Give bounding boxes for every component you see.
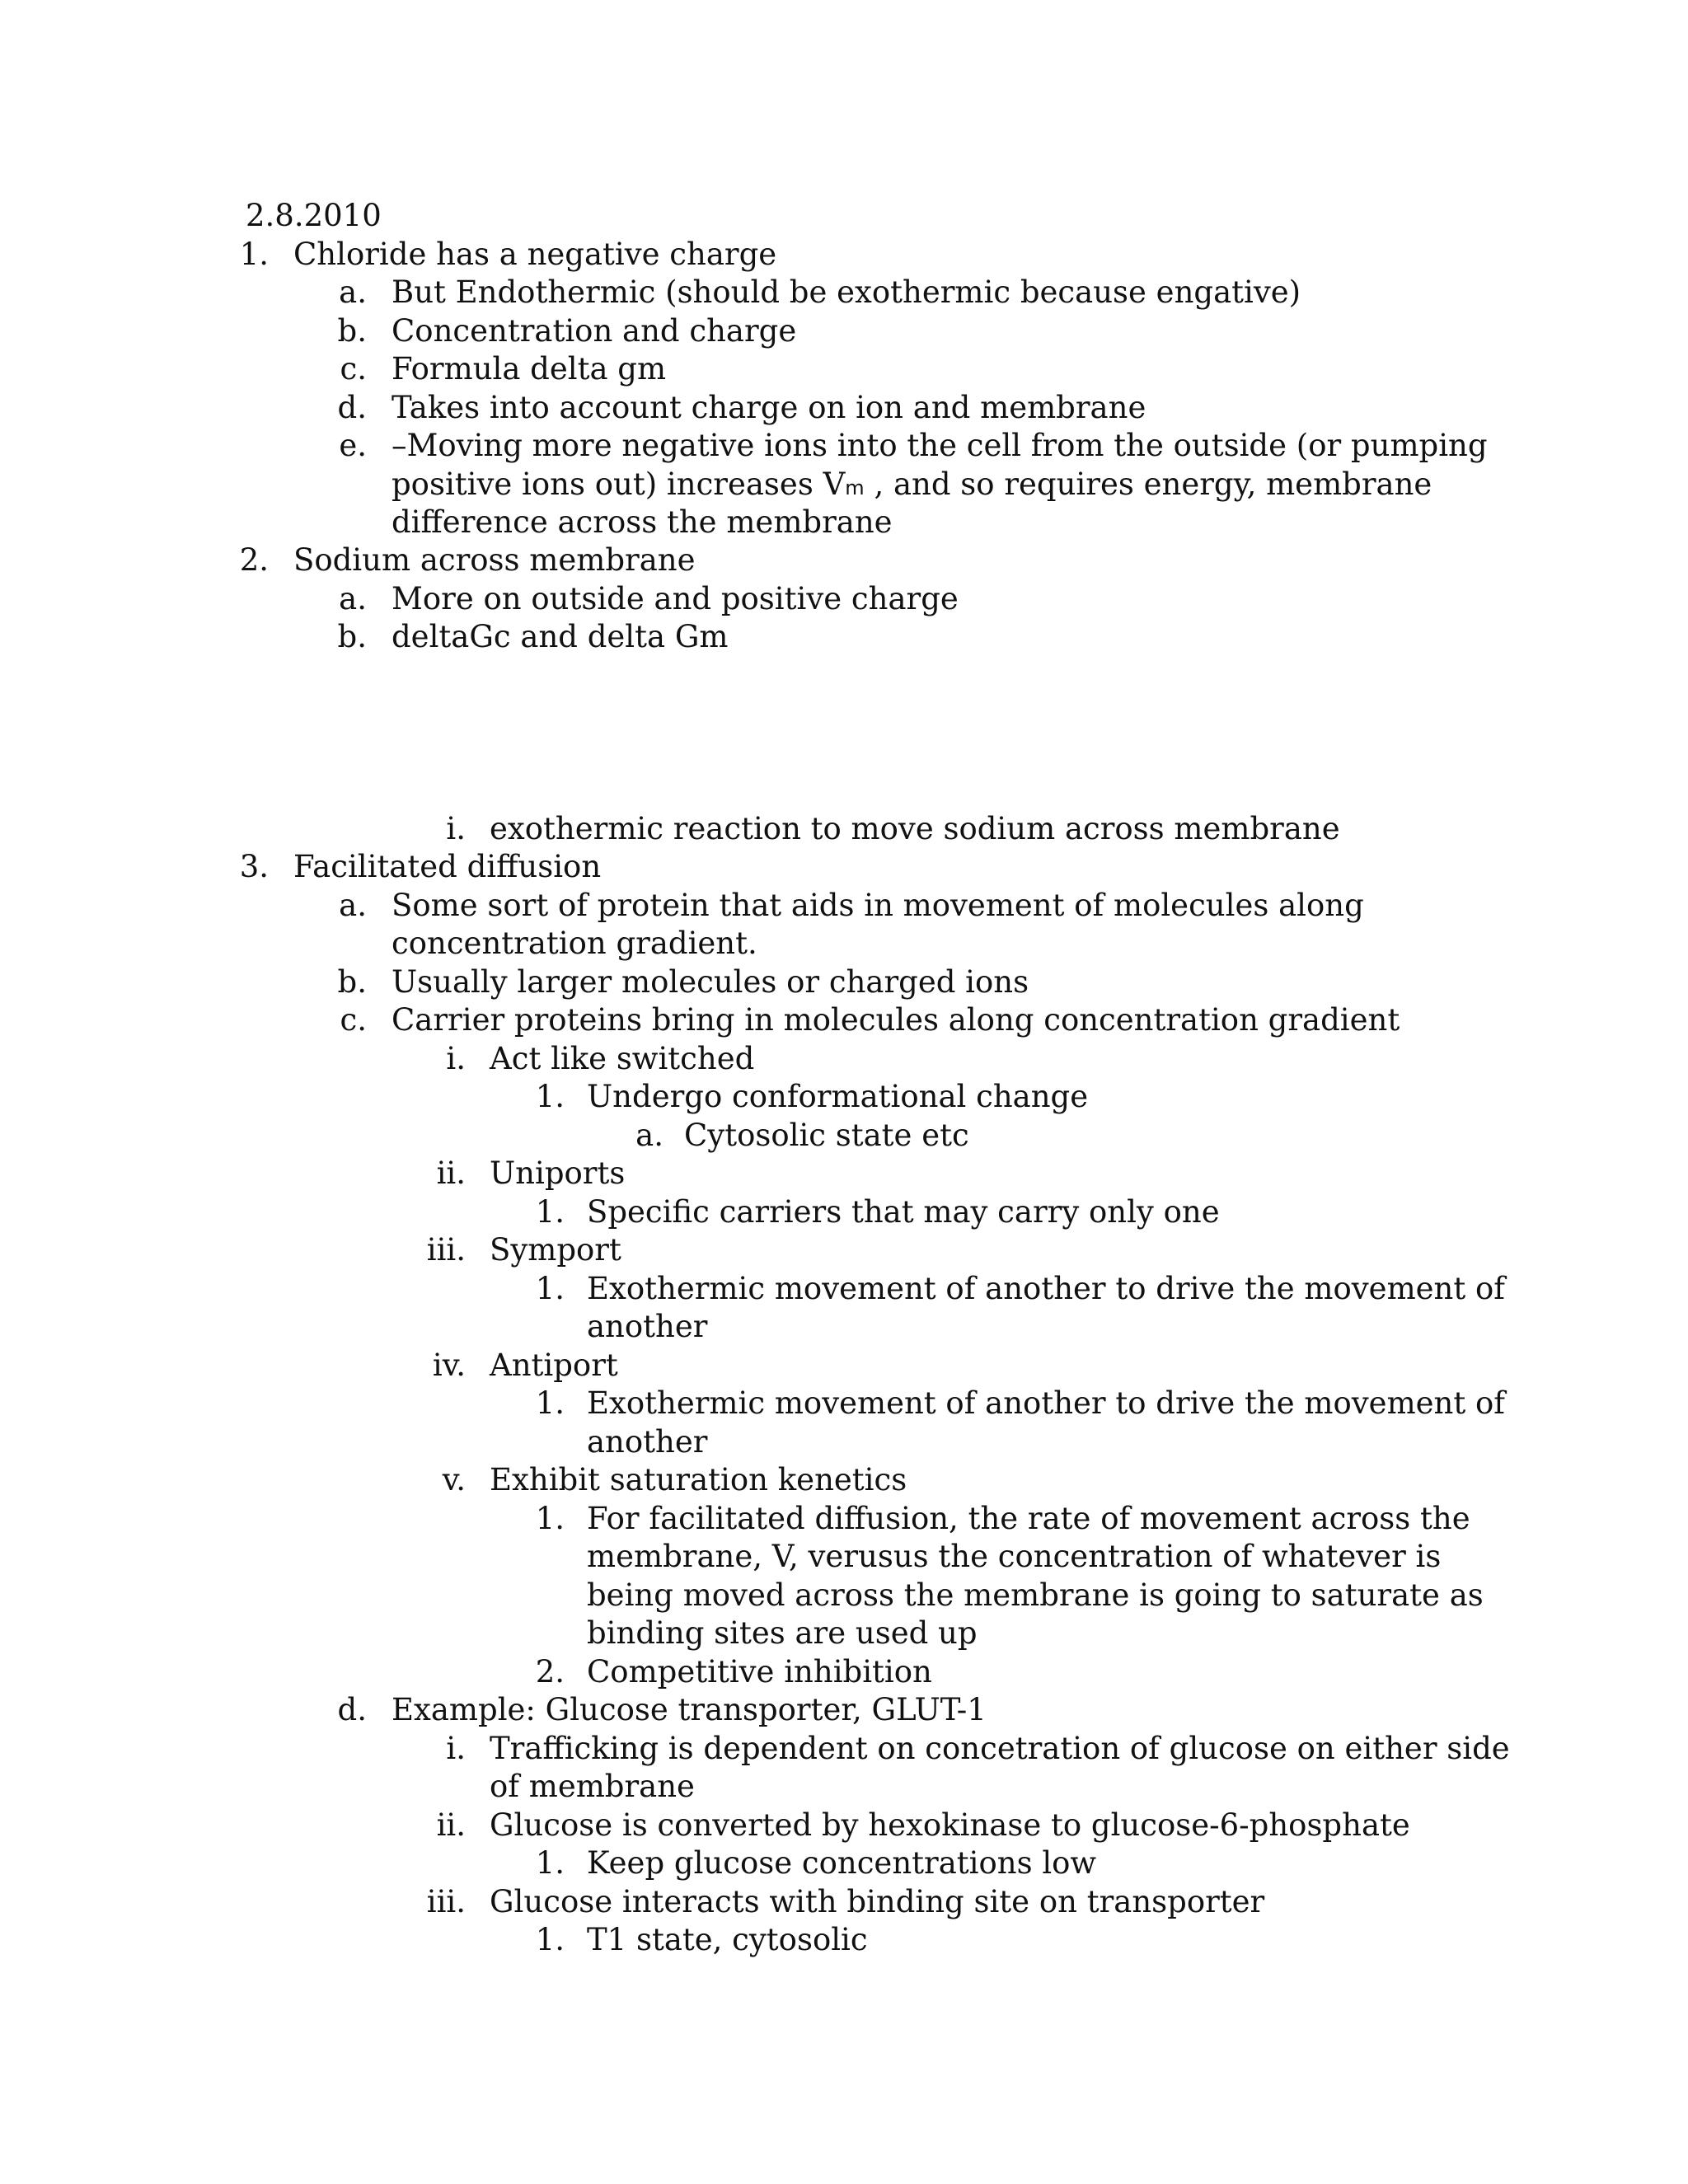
list-item: Symport [490,1232,621,1268]
list-item-line: For facilitated diffusion, the rate of movement across the [587,1501,1470,1536]
list-item: T1 state, cytosolic [587,1922,868,1957]
list-item: But Endothermic (should be exothermic because engative) [392,274,1301,310]
list-item: Act like switched [490,1041,755,1076]
list-label: d. [337,1692,367,1727]
list-item: Keep glucose concentrations low [587,1845,1097,1881]
list-item: Carrier proteins bring in molecules along concentration gradient [392,1002,1400,1038]
list-item: Competitive inhibition [587,1654,932,1690]
list-label: iii. [426,1884,466,1919]
list-item-line: of membrane [490,1769,695,1804]
list-label: a. [339,274,367,310]
list-label: 1. [535,1079,565,1114]
list-label: b. [337,313,367,349]
list-item: Formula delta gm [392,351,667,387]
list-label: i. [446,1731,466,1766]
list-label: 1. [535,1922,565,1957]
list-item: Concentration and charge [392,313,797,349]
list-item-line: Exothermic movement of another to drive the movement of [587,1385,1505,1421]
list-item: Takes into account charge on ion and membrane [392,390,1146,425]
list-label: 2. [535,1654,565,1690]
list-label: i. [446,811,466,846]
list-item-line: –Moving more negative ions into the cell from the outside (or pumping [392,428,1488,463]
list-item-line: binding sites are used up [587,1615,978,1651]
list-label: c. [340,351,367,387]
list-label: v. [442,1462,466,1497]
list-item: Specific carriers that may carry only one [587,1194,1220,1230]
list-item: Usually larger molecules or charged ions [392,964,1029,1000]
list-label: b. [337,619,367,654]
list-item: More on outside and positive charge [392,581,959,616]
list-item-line [392,465,1432,508]
list-item-line: difference across the membrane [392,504,893,540]
list-label: a. [339,581,367,616]
list-item: deltaGc and delta Gm [392,619,729,654]
list-label: i. [446,1041,466,1076]
list-label: iv. [432,1347,466,1383]
list-item-line: Some sort of protein that aids in movement of molecules along [392,888,1364,923]
list-item-line: concentration gradient. [392,926,757,961]
list-label: ii. [436,1155,466,1191]
list-label: 2. [239,542,269,578]
list-item: Glucose interacts with binding site on transporter [490,1884,1265,1919]
list-label: e. [339,428,367,463]
list-item-line: another [587,1424,708,1460]
list-label: a. [339,888,367,923]
list-item: Uniports [490,1155,626,1191]
text-run: positive ions out) increases V [392,466,846,502]
list-label: 1. [535,1271,565,1306]
list-item-line: Exothermic movement of another to drive the movement of [587,1271,1505,1306]
list-label: a. [635,1118,663,1153]
list-label: 1. [535,1845,565,1881]
list-item: Antiport [490,1347,618,1383]
section-1-heading: Chloride has a negative charge [293,237,777,272]
list-item-line: being moved across the membrane is going to saturate as [587,1577,1484,1613]
list-label: 3. [239,849,269,884]
list-label: c. [340,1002,367,1038]
list-item: exothermic reaction to move sodium across membrane [490,811,1340,846]
list-item-line: Trafficking is dependent on concetration of glucose on either side [490,1731,1510,1766]
list-item-line: another [587,1309,708,1344]
list-label: 1. [535,1385,565,1421]
list-item: Glucose is converted by hexokinase to glucose-6-phosphate [490,1807,1410,1843]
list-label: d. [337,390,367,425]
subscript: m [845,476,865,499]
list-item: Exhibit saturation kenetics [490,1462,907,1497]
section-2-heading: Sodium across membrane [293,542,696,578]
section-3-heading: Facilitated diffusion [293,849,602,884]
list-label: ii. [436,1807,466,1843]
list-item: Cytosolic state etc [684,1118,969,1153]
list-label: 1. [239,237,269,272]
list-label: 1. [535,1194,565,1230]
list-label: b. [337,964,367,1000]
list-label: iii. [426,1232,466,1268]
text-run: , and so requires energy, membrane [864,466,1432,502]
list-label: 1. [535,1501,565,1536]
list-item: Example: Glucose transporter, GLUT-1 [392,1692,987,1727]
list-item: Undergo conformational change [587,1079,1089,1114]
list-item-line: membrane, V, verusus the concentration of whatever is [587,1539,1442,1574]
date-heading: 2.8.2010 [246,198,382,233]
